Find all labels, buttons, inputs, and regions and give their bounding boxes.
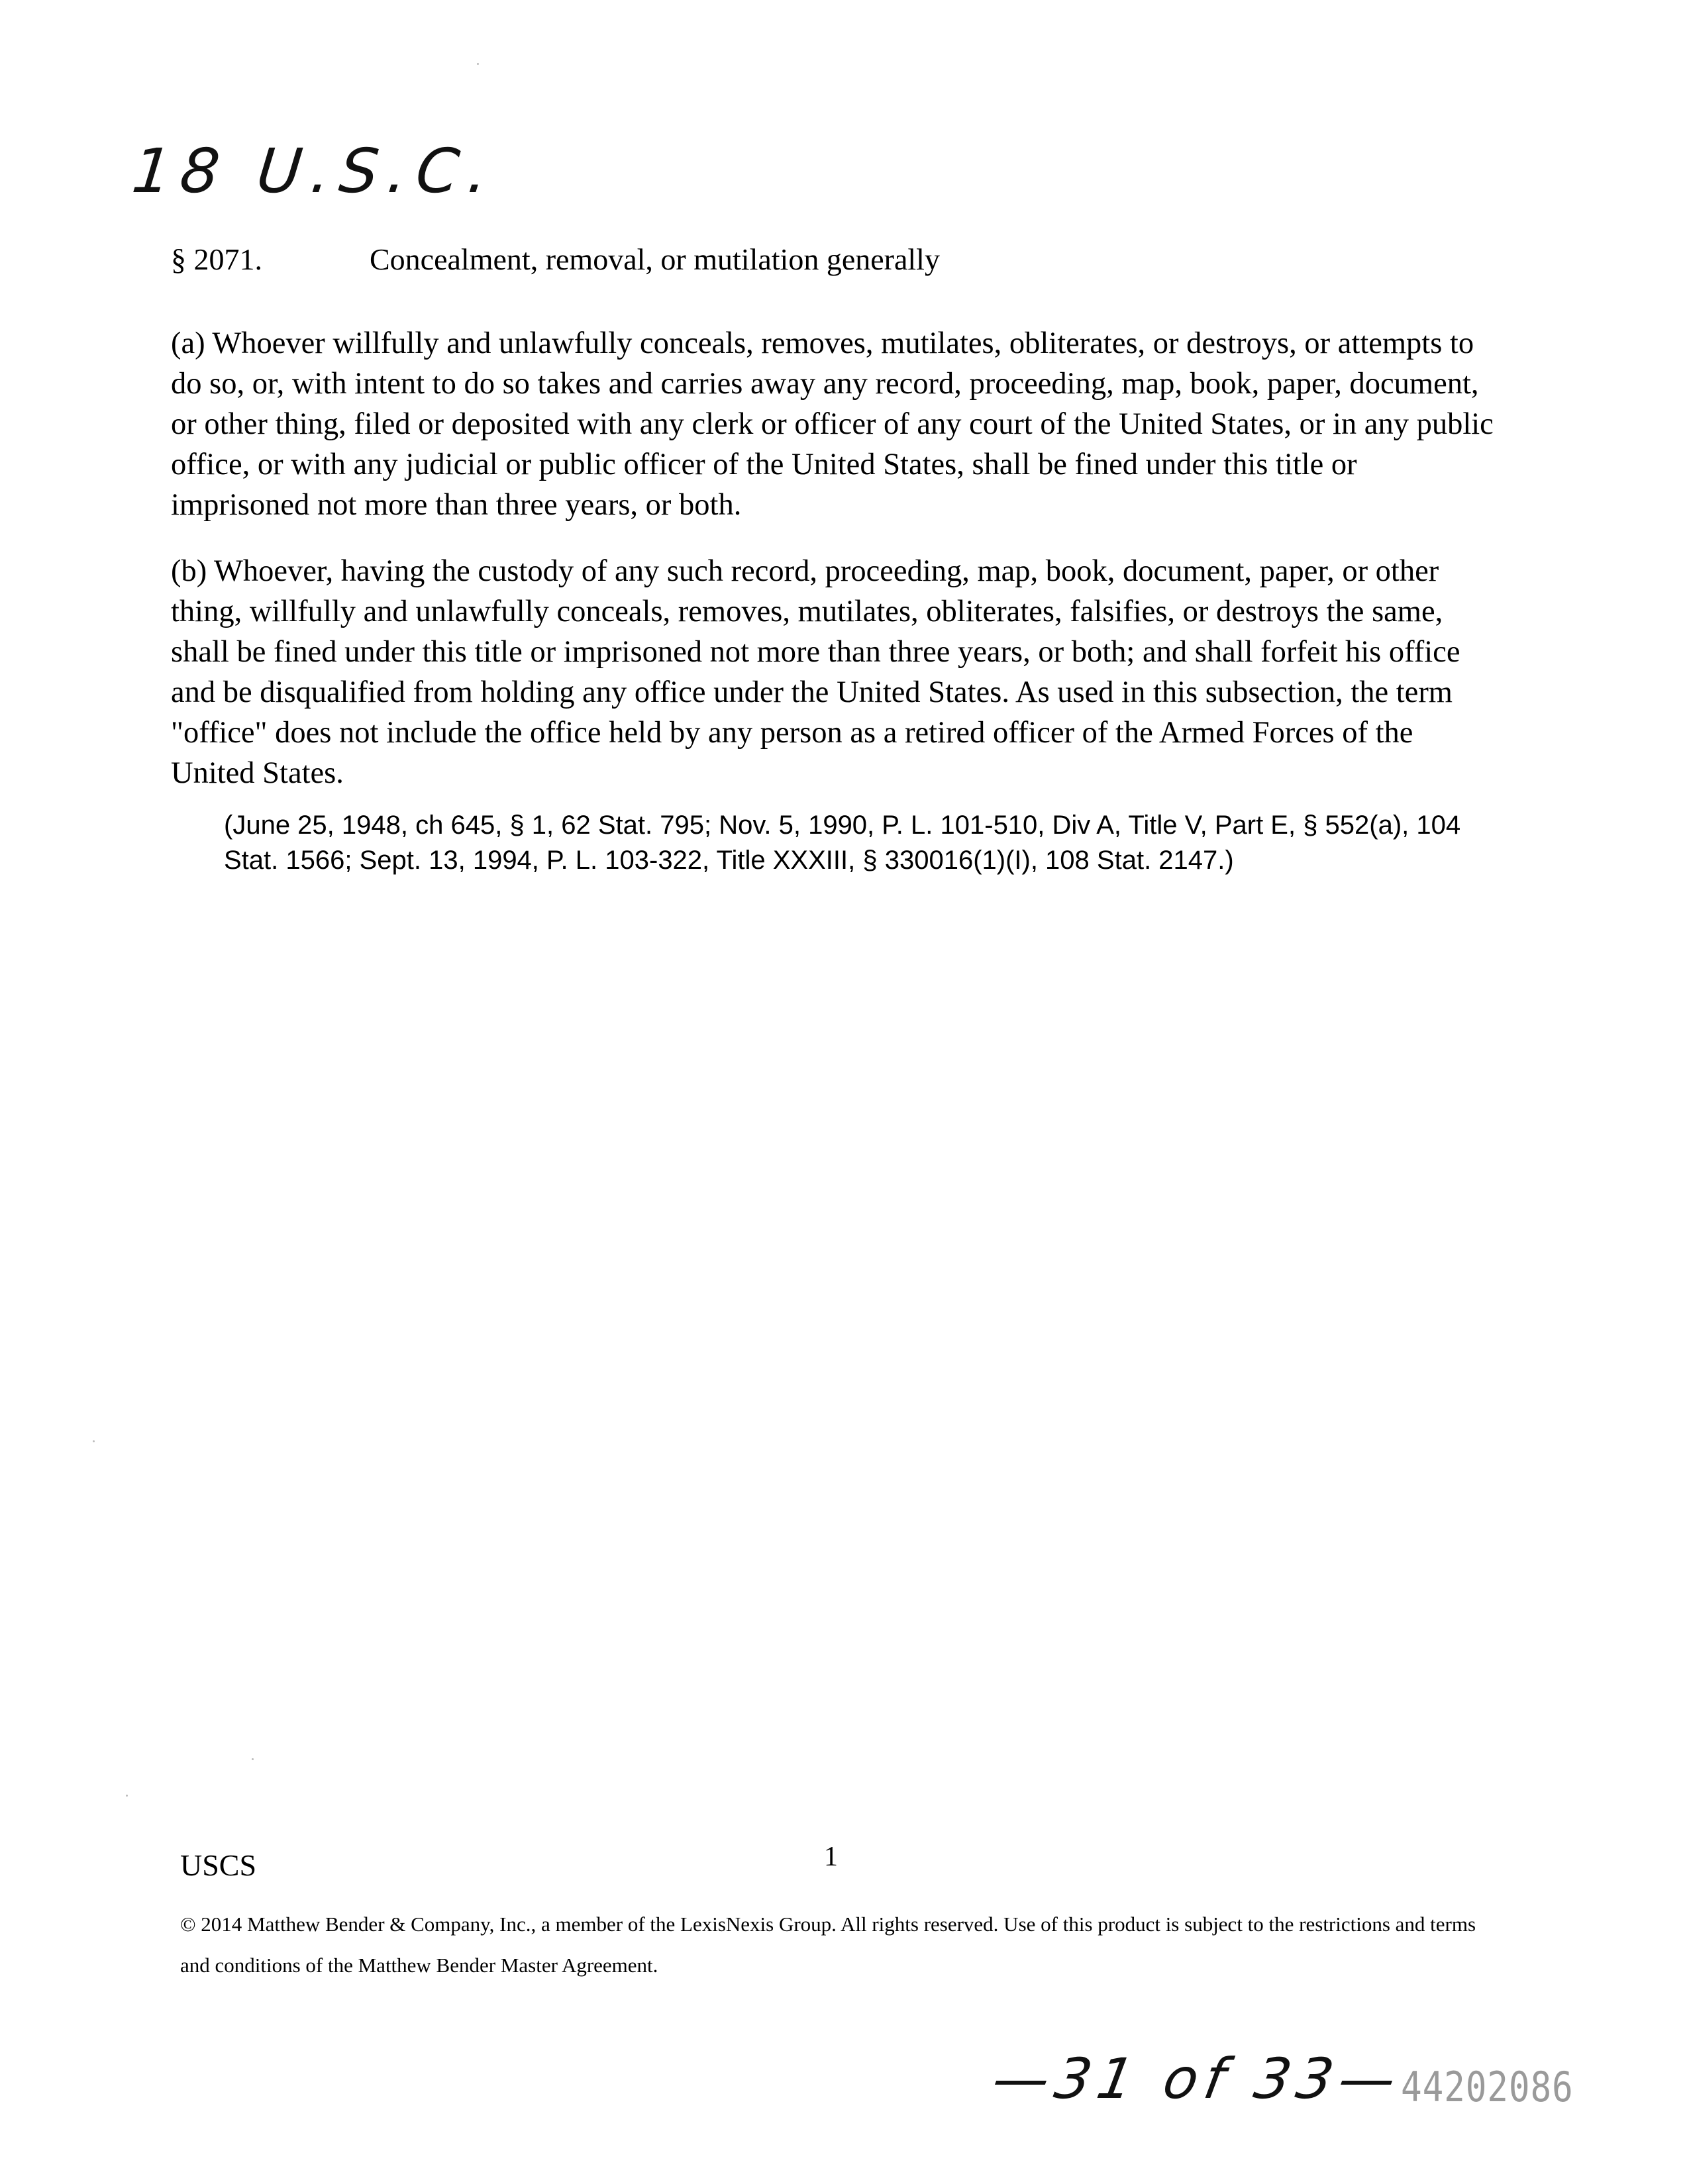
copyright-notice: © 2014 Matthew Bender & Company, Inc., a member of the LexisNexis Group. All rights reserved. Use of this product is subject to the restrictions and terms and conditions of the Matthew Bender Master Agreement.: [180, 1912, 1476, 1977]
section-title: Concealment, removal, or mutilation generally: [370, 242, 940, 276]
handwritten-page-count: —31 of 33—: [988, 2046, 1408, 2111]
scan-artifact: [252, 1758, 254, 1760]
footer-page-number: 1: [824, 1842, 838, 1872]
footer-source: USCS: [180, 1848, 257, 1882]
handwritten-title: 18 U.S.C.: [128, 136, 501, 207]
statutory-history: (June 25, 1948, ch 645, § 1, 62 Stat. 795; Nov. 5, 1990, P. L. 101-510, Div A, Title V, Part E, § 552(a), 104 Stat. 1566; Sept. 13, 1994, P. L. 103-322, Title XXXIII, § 330016(1)(I), 108 Stat. 2147.): [224, 811, 1461, 875]
scan-artifact: [126, 1795, 128, 1797]
section-heading: [171, 242, 940, 277]
scan-artifact: [477, 63, 479, 65]
bates-stamp-number: 44202086: [1401, 2063, 1574, 2111]
scan-artifact: [93, 1440, 95, 1442]
section-number: § 2071.: [171, 242, 262, 276]
subsection-a: (a) Whoever willfully and unlawfully conceals, removes, mutilates, obliterates, or destroys, or attempts to do so, or, with intent to do so takes and carries away any record, proceeding, map, book, paper, document, or other thing, filed or deposited with any clerk or officer of any court of the United States, or in any public office, or with any judicial or public officer of the United States, shall be fined under this title or imprisoned not more than three years, or both.: [171, 326, 1494, 522]
subsection-b: (b) Whoever, having the custody of any such record, proceeding, map, book, document, paper, or other thing, willfully and unlawfully conceals, removes, mutilates, obliterates, falsifies, or destroys the same, shall be fined under this title or imprisoned not more than three years, or both; and shall forfeit his office and be disqualified from holding any office under the United States. As used in this subsection, the term "office" does not include the office held by any person as a retired officer of the Armed Forces of the United States.: [171, 554, 1460, 790]
